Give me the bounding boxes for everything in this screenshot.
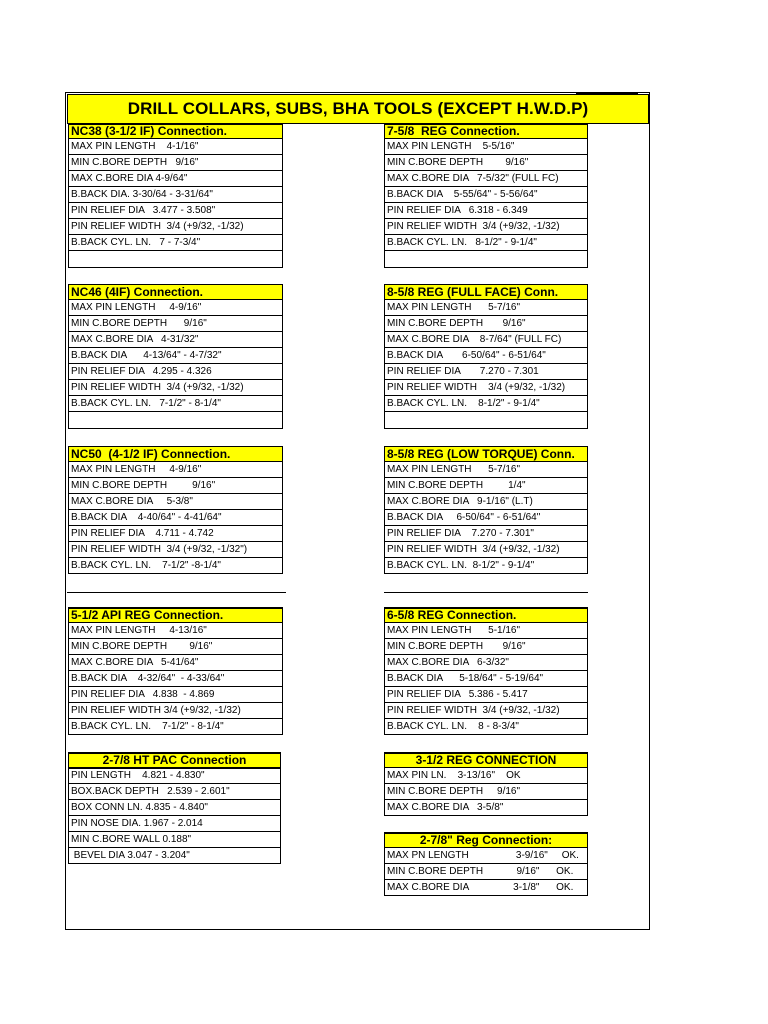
section-header: NC46 (4IF) Connection. [68, 284, 283, 300]
spec-row: PIN RELIEF DIA 6.318 - 6.349 [384, 203, 588, 219]
spec-row: MAX PIN LENGTH 5-1/16" [384, 623, 588, 639]
spec-row: MIN C.BORE DEPTH 9/16" [384, 784, 588, 800]
section-header: 2-7/8" Reg Connection: [384, 832, 588, 848]
section-2-7-8-ht-pac [68, 752, 281, 864]
spec-row: MAX C.BORE DIA 7-5/32" (FULL FC) [384, 171, 588, 187]
section-5-1-2-api-reg [68, 607, 283, 735]
spec-row: MAX PIN LENGTH 4-1/16" [68, 139, 283, 155]
section-nc46 [68, 284, 283, 429]
spec-row: MIN C.BORE DEPTH 9/16" [384, 316, 588, 332]
section-3-1-2-reg [384, 752, 588, 816]
section-nc50 [68, 446, 283, 574]
spec-row: B.BACK DIA 5-18/64" - 5-19/64" [384, 671, 588, 687]
spec-row: PIN RELIEF WIDTH 3/4 (+9/32, -1/32) [68, 219, 283, 235]
spec-row: B.BACK CYL. LN. 8-1/2" - 9-1/4" [384, 396, 588, 412]
section-7-5-8-reg [384, 123, 588, 268]
spec-row: PIN RELIEF DIA 4.711 - 4.742 [68, 526, 283, 542]
spec-row: B.BACK DIA. 3-30/64 - 3-31/64" [68, 187, 283, 203]
spec-row: MAX C.BORE DIA 6-3/32" [384, 655, 588, 671]
section-divider [67, 592, 286, 593]
section-header: 7-5/8 REG Connection. [384, 123, 588, 139]
section-divider [384, 592, 588, 593]
spec-row: B.BACK CYL. LN. 7-1/2" - 8-1/4" [68, 719, 283, 735]
section-header: NC50 (4-1/2 IF) Connection. [68, 446, 283, 462]
spec-row: B.BACK CYL. LN. 8-1/2" - 9-1/4" [384, 558, 588, 574]
spec-row: PIN RELIEF WIDTH 3/4 (+9/32, -1/32) [384, 703, 588, 719]
section-header: 6-5/8 REG Connection. [384, 607, 588, 623]
spec-row: MAX C.BORE DIA 4-31/32" [68, 332, 283, 348]
spec-row: MAX C.BORE DIA 3-1/8" OK. [384, 880, 588, 896]
spec-row: MIN C.BORE DEPTH 9/16" [384, 155, 588, 171]
spec-row: MIN C.BORE DEPTH 9/16" [68, 478, 283, 494]
spec-row: MIN C.BORE DEPTH 1/4" [384, 478, 588, 494]
spec-row: MIN C.BORE WALL 0.188" [68, 832, 281, 848]
spec-row: B.BACK DIA 4-13/64" - 4-7/32" [68, 348, 283, 364]
spec-row: PIN RELIEF WIDTH 3/4 (+9/32, -1/32) [384, 542, 588, 558]
spec-row: BOX CONN LN. 4.835 - 4.840" [68, 800, 281, 816]
spec-row: B.BACK CYL. LN. 7-1/2" - 8-1/4" [68, 396, 283, 412]
spec-row: PIN RELIEF DIA 7.270 - 7.301 [384, 364, 588, 380]
section-header: NC38 (3-1/2 IF) Connection. [68, 123, 283, 139]
spec-row: MAX PIN LENGTH 5-7/16" [384, 462, 588, 478]
spec-row-empty [384, 412, 588, 429]
spec-row: MIN C.BORE DEPTH 9/16" OK. [384, 864, 588, 880]
spec-row: MAX PIN LENGTH 4-13/16" [68, 623, 283, 639]
spec-row: MIN C.BORE DEPTH 9/16" [68, 155, 283, 171]
section-header: 8-5/8 REG (LOW TORQUE) Conn. [384, 446, 588, 462]
spec-row: MAX PIN LENGTH 5-7/16" [384, 300, 588, 316]
spec-row: PIN RELIEF WIDTH 3/4 (+9/32, -1/32) [68, 380, 283, 396]
spec-row: B.BACK DIA 4-40/64" - 4-41/64" [68, 510, 283, 526]
spec-row: PIN LENGTH 4.821 - 4.830" [68, 768, 281, 784]
section-header: 2-7/8 HT PAC Connection [68, 752, 281, 768]
spec-row: PIN RELIEF DIA 3.477 - 3.508" [68, 203, 283, 219]
spec-row-empty [68, 251, 283, 268]
spec-row: PIN RELIEF DIA 5.386 - 5.417 [384, 687, 588, 703]
spec-row: MAX C.BORE DIA 3-5/8" [384, 800, 588, 816]
spec-row: MAX PN LENGTH 3-9/16" OK. [384, 848, 588, 864]
spec-row-empty [68, 412, 283, 429]
spec-row: MIN C.BORE DEPTH 9/16" [384, 639, 588, 655]
spec-row: B.BACK DIA 6-50/64" - 6-51/64" [384, 348, 588, 364]
spec-row: B.BACK DIA 4-32/64" - 4-33/64" [68, 671, 283, 687]
spec-row: B.BACK CYL. LN. 7-1/2" -8-1/4" [68, 558, 283, 574]
section-8-5-8-reg-low-torque [384, 446, 588, 574]
section-6-5-8-reg [384, 607, 588, 735]
page-title: DRILL COLLARS, SUBS, BHA TOOLS (EXCEPT H.W.D.P) [127, 99, 589, 118]
section-nc38 [68, 123, 283, 268]
spec-row: PIN RELIEF WIDTH 3/4 (+9/32, -1/32) [68, 703, 283, 719]
section-8-5-8-reg-full-face [384, 284, 588, 429]
spec-row: MIN C.BORE DEPTH 9/16" [68, 639, 283, 655]
spec-row: B.BACK CYL. LN. 8-1/2" - 9-1/4" [384, 235, 588, 251]
spec-row: PIN RELIEF WIDTH 3/4 (+9/32, -1/32) [384, 219, 588, 235]
spec-row: BOX.BACK DEPTH 2.539 - 2.601" [68, 784, 281, 800]
spec-row: PIN RELIEF WIDTH 3/4 (+9/32, -1/32) [384, 380, 588, 396]
spec-row: B.BACK DIA 5-55/64" - 5-56/64" [384, 187, 588, 203]
header-spacer-line [68, 768, 281, 769]
spec-row: B.BACK DIA 6-50/64" - 6-51/64" [384, 510, 588, 526]
spec-row: MAX PIN LENGTH 5-5/16" [384, 139, 588, 155]
spec-row: MAX PIN LN. 3-13/16" OK [384, 768, 588, 784]
spec-row: PIN RELIEF WIDTH 3/4 (+9/32, -1/32") [68, 542, 283, 558]
spec-row: MAX C.BORE DIA 8-7/64" (FULL FC) [384, 332, 588, 348]
spec-row: B.BACK CYL. LN. 8 - 8-3/4" [384, 719, 588, 735]
spec-row: MAX PIN LENGTH 4-9/16" [68, 462, 283, 478]
spec-row-empty [384, 251, 588, 268]
spec-row: BEVEL DIA 3.047 - 3.204" [68, 848, 281, 864]
section-header: 5-1/2 API REG Connection. [68, 607, 283, 623]
section-header: 3-1/2 REG CONNECTION [384, 752, 588, 768]
spec-row: MAX C.BORE DIA 5-41/64" [68, 655, 283, 671]
spec-row: PIN RELIEF DIA 7.270 - 7.301" [384, 526, 588, 542]
section-header: 8-5/8 REG (FULL FACE) Conn. [384, 284, 588, 300]
title-band [67, 94, 649, 124]
spec-row: MAX PIN LENGTH 4-9/16" [68, 300, 283, 316]
spec-row: MAX C.BORE DIA 5-3/8" [68, 494, 283, 510]
section-2-7-8-reg [384, 832, 588, 896]
spec-row: MIN C.BORE DEPTH 9/16" [68, 316, 283, 332]
spec-row: PIN NOSE DIA. 1.967 - 2.014 [68, 816, 281, 832]
spec-row: MAX C.BORE DIA 4-9/64" [68, 171, 283, 187]
spec-row: B.BACK CYL. LN. 7 - 7-3/4" [68, 235, 283, 251]
spec-row: MAX C.BORE DIA 9-1/16" (L.T) [384, 494, 588, 510]
spec-row: PIN RELIEF DIA 4.295 - 4.326 [68, 364, 283, 380]
title-corner-mark [576, 93, 638, 95]
spec-row: PIN RELIEF DIA 4.838 - 4.869 [68, 687, 283, 703]
